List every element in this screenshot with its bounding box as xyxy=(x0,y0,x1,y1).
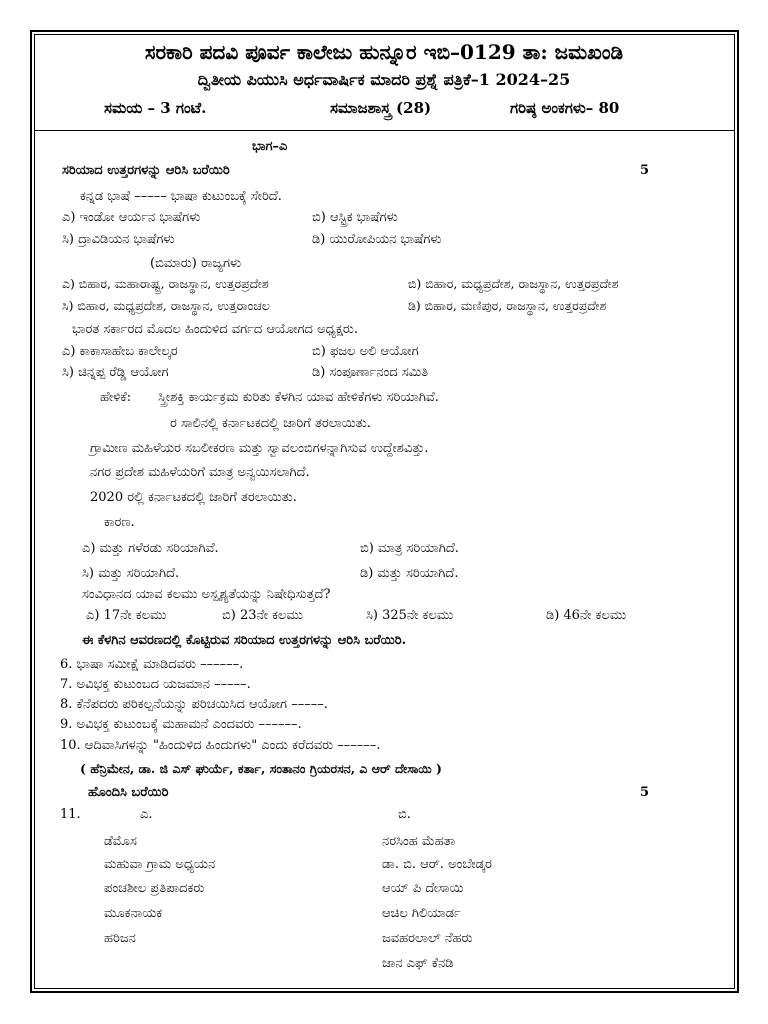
exam-title: ದ್ವಿತೀಯ ಪಿಯುಸಿ ಅರ್ಧವಾರ್ಷಿಕ ಮಾದರಿ ಪ್ರಶ್ನೆ ಪತ್ರಿಕೆ–1 2024–25 xyxy=(197,70,571,89)
q2-option-a: ಎ) ಬಿಹಾರ, ಮಹಾರಾಷ್ಟ್ರ, ರಾಜಸ್ಥಾನ, ಉತ್ತರಪ್ರದೇಶ xyxy=(62,276,269,291)
q5-option-c: ಸಿ) 325ನೇ ಕಲಮು xyxy=(366,608,454,623)
q4-lead: ಹೇಳಿಕೆ: xyxy=(100,390,132,405)
match-b-item: ನರಸಿಂಹ ಮೆಹತಾ xyxy=(382,834,456,849)
q2-option-b: ಬಿ) ಬಿಹಾರ, ಮಧ್ಯಪ್ರದೇಶ, ರಾಜಸ್ಥಾನ, ಉತ್ತರಪ್ರದೇಶ xyxy=(408,276,619,291)
q4-statement-2: ಗ್ರಾಮೀಣ ಮಹಿಳೆಯರ ಸಬಲೀಕರಣ ಮತ್ತು ಸ್ವಾವಲಂಬಿಗಳನ್ನಾಗಿಸುವ ಉದ್ದೇಶವಿತ್ತು. xyxy=(90,441,429,456)
q2-option-d: ಡಿ) ಬಿಹಾರ, ಮಣಿಪುರ, ರಾಜಸ್ಥಾನ, ಉತ್ತರಪ್ರದೇಶ xyxy=(408,298,607,313)
q5-option-d: ಡಿ) 46ನೇ ಕಲಮು xyxy=(546,608,627,623)
q1-option-b: ಬಿ) ಆಸ್ಟ್ರಿಕ ಭಾಷೆಗಳು xyxy=(312,210,398,225)
q4-option-a: ಎ) ಮತ್ತು ಗಳೆರಡು ಸರಿಯಾಗಿವೆ. xyxy=(82,541,219,556)
match-b-item: ಡಾ. ಬಿ. ಆರ್. ಅಂಬೇಡ್ಕರ xyxy=(382,857,492,872)
match-instruction: ಹೊಂದಿಸಿ ಬರೆಯಿರಿ xyxy=(88,785,169,800)
section-a-marks: 5 xyxy=(640,163,650,178)
college-title: ಸರಕಾರಿ ಪದವಿ ಪೂರ್ವ ಕಾಲೇಜು ಹುನ್ನೂರ ಇಬಿ–0129 ತಾ: ಜಮಖಂಡಿ xyxy=(144,40,624,64)
q2-option-c: ಸಿ) ಬಿಹಾರ, ಮಧ್ಯಪ್ರದೇಶ, ರಾಜಸ್ಥಾನ, ಉತ್ತರಾಂಚಲ xyxy=(62,298,270,313)
q9-text: 9. ಅವಿಭಕ್ತ ಕುಟುಂಬಕ್ಕೆ ಮಹಾಮನೆ ಎಂದವರು ––––––. xyxy=(60,717,302,732)
match-b-item: ಜಾನ ಎಫ್ ಕೆನಡಿ xyxy=(382,956,454,971)
q5-option-b: ಬಿ) 23ನೇ ಕಲಮು xyxy=(222,608,303,623)
match-col-a-head: ಎ. xyxy=(140,807,153,822)
match-a-item: ಡೆಮೊಸ xyxy=(104,834,137,849)
match-a-item: ಹರಿಜನ xyxy=(104,931,136,946)
q4-text: ಸ್ತ್ರೀಶಕ್ತಿ ಕಾರ್ಯಕ್ರಮ ಕುರಿತು ಕೆಳಗಿನ ಯಾವ ಹೇಳಿಕೆಗಳು ಸರಿಯಾಗಿವೆ. xyxy=(158,390,439,405)
q4-reason: ಕಾರಣ. xyxy=(104,515,135,530)
match-b-item: ಜವಹರಲಾಲ್ ನೆಹರು xyxy=(382,931,473,946)
q10-text: 10. ಆದಿವಾಸಿಗಳನ್ನು "ಹಿಂದುಳಿದ ಹಿಂದುಗಳು" ಎಂದು ಕರೆದವರು ––––––. xyxy=(60,738,381,753)
match-a-item: ಮಹುವಾ ಗ್ರಾಮ ಅಧ್ಯಯನ xyxy=(104,857,216,872)
q2-text: (ಬಿಮಾರು) ರಾಜ್ಯಗಳು xyxy=(150,256,242,271)
fill-instruction: ಈ ಕೆಳಗಿನ ಆವರಣದಲ್ಲಿ ಕೊಟ್ಟಿರುವ ಸರಿಯಾದ ಉತ್ತರಗಳನ್ನು ಆರಿಸಿ ಬರೆಯಿರಿ. xyxy=(82,633,407,648)
q4-option-b: ಬಿ) ಮಾತ್ರ ಸರಿಯಾಗಿದೆ. xyxy=(360,541,459,556)
q8-text: 8. ಕೆನೆಪದರು ಪರಿಕಲ್ಪನೆಯನ್ನು ಪರಿಚಯಿಸಿದ ಆಯೋಗ –––––. xyxy=(60,697,328,712)
q3-option-b: ಬಿ) ಫಜಲ ಅಲಿ ಆಯೋಗ xyxy=(312,344,419,359)
section-a-instruction: ಸರಿಯಾದ ಉತ್ತರಗಳನ್ನು ಆರಿಸಿ ಬರೆಯಿರಿ xyxy=(62,163,230,178)
time-label: ಸಮಯ – 3 ಗಂಟೆ. xyxy=(104,99,207,117)
max-marks-label: ಗರಿಷ್ಠ ಅಂಕಗಳು– 80 xyxy=(510,99,620,117)
q4-option-d: ಡಿ) ಮತ್ತು ಸರಿಯಾಗಿದೆ. xyxy=(360,566,459,581)
q3-option-c: ಸಿ) ಚಿನ್ನಪ್ಪ ರೆಡ್ಡಿ ಆಯೋಗ xyxy=(62,365,169,380)
q6-text: 6. ಭಾಷಾ ಸಮೀಕ್ಷೆ ಮಾಡಿದವರು ––––––. xyxy=(60,657,244,672)
q4-option-c: ಸಿ) ಮತ್ತು ಸರಿಯಾಗಿದೆ. xyxy=(82,566,180,581)
q4-statement-1: ರ ಸಾಲಿನಲ್ಲಿ ಕರ್ನಾಟಕದಲ್ಲಿ ಜಾರಿಗೆ ತರಲಾಯಿತು. xyxy=(170,416,371,431)
match-col-b-head: ಬಿ. xyxy=(398,807,411,822)
match-a-item: ಮೂಕನಾಯಕ xyxy=(104,906,163,921)
q7-text: 7. ಅವಿಭಕ್ತ ಕುಟುಂಬದ ಯಜಮಾನ –––––. xyxy=(60,677,251,692)
q3-text: ಭಾರತ ಸರ್ಕಾರದ ಮೊದಲ ಹಿಂದುಳಿದ ವರ್ಗದ ಆಯೋಗದ ಅಧ್ಯಕ್ಷರು. xyxy=(72,322,359,337)
q5-text: ಸಂವಿಧಾನದ ಯಾವ ಕಲಮು ಅಸ್ಪೃಶ್ಯತೆಯನ್ನು ನಿಷೇಧಿಸುತ್ತದೆ? xyxy=(82,587,331,602)
header-divider xyxy=(34,130,735,131)
match-marks: 5 xyxy=(640,785,650,800)
q5-option-a: ಎ) 17ನೇ ಕಲಮು xyxy=(86,608,167,623)
match-b-item: ಆಯ್ ಪಿ ದೇಸಾಯಿ xyxy=(382,881,464,896)
q1-option-c: ಸಿ) ದ್ರಾವಿಡಿಯನ ಭಾಷೆಗಳು xyxy=(62,232,175,247)
fill-options: ( ಹೆನ್ರಿಮೇನ, ಡಾ. ಜಿ ಎಸ್ ಘುರ್ಯೆ, ಕರ್ತಾ, ಸಂತಾನಂ ಗ್ರಿಯರಸನ, ಎ ಆರ್ ದೇಸಾಯಿ ) xyxy=(80,761,442,776)
section-a-title: ಭಾಗ–ಎ xyxy=(252,139,288,154)
q3-option-a: ಎ) ಕಾಕಾಸಾಹೇಬ ಕಾಲೇಲ್ಕರ xyxy=(62,344,178,359)
q4-statement-4: 2020 ರಲ್ಲಿ ಕರ್ನಾಟಕದಲ್ಲಿ ಜಾರಿಗೆ ತರಲಾಯಿತು. xyxy=(90,490,297,505)
subject-label: ಸಮಾಜಶಾಸ್ತ್ರ (28) xyxy=(330,99,432,117)
q1-option-a: ಎ) ಇಂಡೋ ಆರ್ಯನ ಭಾಷೆಗಳು xyxy=(62,210,201,225)
match-a-item: ಪಂಚಶೀಲ ಪ್ರತಿಪಾದಕರು xyxy=(104,881,205,896)
q3-option-d: ಡಿ) ಸಂಪೂರ್ಣಾನಂದ ಸಮಿತಿ xyxy=(312,365,429,380)
q11-number: 11. xyxy=(60,807,81,822)
q1-option-d: ಡಿ) ಯುರೋಪಿಯನ ಭಾಷೆಗಳು xyxy=(312,232,442,247)
q1-text: ಕನ್ನಡ ಭಾಷೆ ––––– ಭಾಷಾ ಕುಟುಂಬಕ್ಕೆ ಸೇರಿದೆ. xyxy=(80,189,282,204)
q4-statement-3: ನಗರ ಪ್ರದೇಶ ಮಹಿಳೆಯರಿಗೆ ಮಾತ್ರ ಅನ್ವಯಿಸಲಾಗಿದೆ. xyxy=(90,465,310,480)
match-b-item: ಆಚಿಲ ಗಿಲಿಯಾರ್ಡ xyxy=(382,906,461,921)
